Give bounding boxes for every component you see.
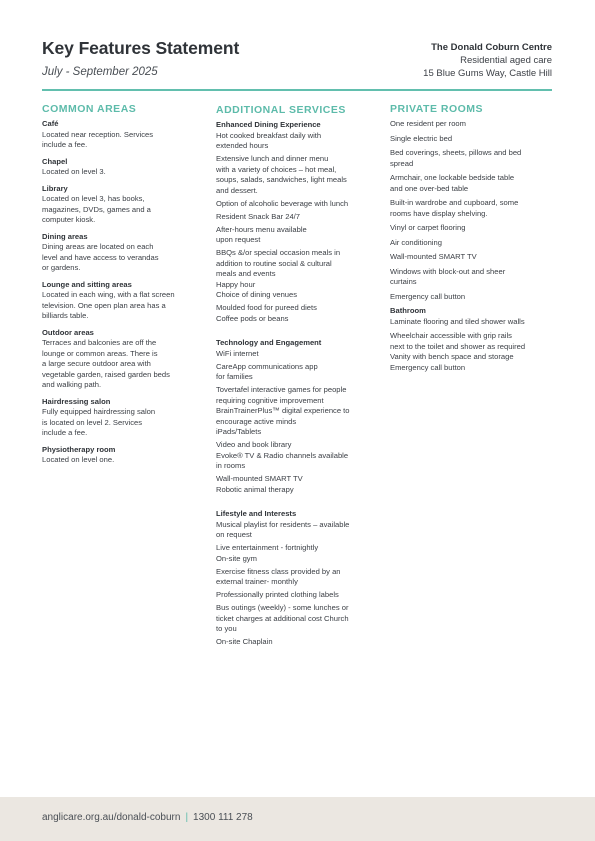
service-item: Bus outings (weekly) - some lunches or ticket charges at additional cost Church to you: [216, 603, 349, 633]
service-group-technology: [216, 338, 384, 495]
service-item: Extensive lunch and dinner menu with a variety of choices – hot meal, soups, salads, sandwiches, light meals and dessert.: [216, 154, 347, 195]
private-rooms-heading: PRIVATE ROOMS: [390, 103, 484, 115]
service-group-lifestyle: [216, 509, 384, 648]
common-area-title: Café: [42, 119, 59, 128]
footer-phone[interactable]: 1300 111 278: [193, 812, 253, 823]
common-area-title: Library: [42, 183, 68, 193]
room-feature: One resident per room: [390, 119, 466, 128]
common-area-desc: Dining areas are located on each level and have access to verandas or gardens.: [42, 242, 159, 272]
common-area-item: [42, 280, 202, 322]
service-item: BBQs &/or special occasion meals in addition to routine social & cultural meals and events Happy hour Choice of dining venues: [216, 248, 341, 299]
common-area-desc: Fully equipped hairdressing salon is located on level 2. Services include a fee.: [42, 407, 156, 437]
common-area-title: Hairdressing salon: [42, 396, 111, 406]
service-item: Option of alcoholic beverage with lunch: [216, 198, 349, 208]
common-area-item: [42, 232, 202, 274]
common-area-title: Physiotherapy room: [42, 444, 116, 454]
common-areas-heading: COMMON AREAS: [42, 103, 137, 115]
common-area-title: Dining areas: [42, 231, 88, 241]
common-area-desc: Located in each wing, with a flat screen television. One open plan area has a billiards table.: [42, 290, 175, 320]
common-areas-section: [42, 103, 202, 472]
service-item: Resident Snack Bar 24/7: [216, 211, 301, 221]
bathroom-feature: Wheelchair accessible with grip rails next to the toilet and shower as required Vanity with bench space and storage Emergency call button: [390, 331, 526, 372]
common-area-title: Outdoor areas: [42, 327, 94, 337]
footer-separator: |: [185, 812, 189, 823]
room-feature: Single electric bed: [390, 133, 453, 143]
header-divider: [42, 89, 552, 91]
additional-services-section: [216, 103, 384, 662]
common-area-desc: Terraces and balconies are off the lounge or common areas. There is a large secure outdoor area with vegetable garden, raised garden beds and walking path.: [42, 338, 170, 389]
centre-details: [423, 41, 552, 80]
common-area-desc: Located on level 3.: [42, 167, 106, 176]
service-item: Wall-mounted SMART TV Robotic animal therapy: [216, 474, 303, 494]
room-feature: Vinyl or carpet flooring: [390, 223, 466, 232]
private-rooms-section: [390, 103, 555, 377]
common-area-item: [42, 119, 202, 151]
room-feature: Wall-mounted SMART TV: [390, 252, 477, 261]
service-item: After-hours menu available upon request: [216, 224, 307, 244]
room-feature: Emergency call button: [390, 291, 466, 301]
service-item: Musical playlist for residents – available on request: [216, 519, 350, 539]
centre-address: 15 Blue Gums Way, Castle Hill: [423, 68, 552, 79]
service-item: WiFi internet: [216, 348, 259, 358]
common-area-item: [42, 397, 202, 439]
service-group-title: Enhanced Dining Experience: [216, 120, 321, 129]
common-area-title: Lounge and sitting areas: [42, 279, 132, 289]
reporting-period: July - September 2025: [42, 66, 158, 78]
centre-type: Residential aged care: [460, 55, 552, 66]
common-area-item: [42, 445, 202, 466]
service-item: Professionally printed clothing labels: [216, 590, 339, 599]
common-area-item: [42, 157, 202, 178]
room-feature: Armchair, one lockable bedside table and one over-bed table: [390, 173, 515, 193]
centre-name: The Donald Coburn Centre: [431, 42, 552, 53]
common-area-item: [42, 328, 202, 391]
room-feature: Built-in wardrobe and cupboard, some rooms have display shelving.: [390, 198, 519, 218]
service-group-dining: [216, 120, 384, 324]
common-area-item: [42, 184, 202, 226]
service-item: On-site Chaplain: [216, 637, 273, 646]
common-area-title: Chapel: [42, 156, 68, 166]
service-item: CareApp communications app for families: [216, 361, 318, 381]
footer-website-link[interactable]: anglicare.org.au/donald-coburn: [42, 812, 181, 823]
common-area-desc: Located on level 3, has books, magazines, DVDs, games and a computer kiosk.: [42, 194, 151, 224]
service-item: Tovertafel interactive games for people requiring cognitive improvement BrainTrainerPlus™ digital experience to encourage active minds iPads/Tablets: [216, 385, 350, 436]
additional-services-heading: ADDITIONAL SERVICES: [216, 104, 346, 116]
room-feature: Windows with block-out and sheer curtains: [390, 266, 506, 286]
bathroom-feature: Laminate flooring and tiled shower walls: [390, 316, 525, 326]
service-item: Video and book library Evoke® TV & Radio channels available in rooms: [216, 440, 349, 470]
service-item: Hot cooked breakfast daily with extended hours: [216, 130, 322, 150]
page-title: Key Features Statement: [42, 38, 240, 58]
service-group-title: Technology and Engagement: [216, 338, 322, 347]
bathroom-title: Bathroom: [390, 306, 426, 315]
service-item: Live entertainment - fortnightly On-site gym: [216, 543, 319, 563]
room-feature: Air conditioning: [390, 237, 442, 247]
footer-bar: [0, 797, 595, 841]
common-area-desc: Located on level one.: [42, 455, 115, 464]
common-area-desc: Located near reception. Services include a fee.: [42, 129, 154, 149]
room-feature: Bed coverings, sheets, pillows and bed spread: [390, 148, 522, 168]
footer-contact: [42, 812, 253, 823]
service-group-title: Lifestyle and Interests: [216, 509, 297, 518]
service-item: Exercise fitness class provided by an external trainer- monthly: [216, 566, 341, 586]
service-item: Moulded food for pureed diets Coffee pods or beans: [216, 303, 317, 323]
